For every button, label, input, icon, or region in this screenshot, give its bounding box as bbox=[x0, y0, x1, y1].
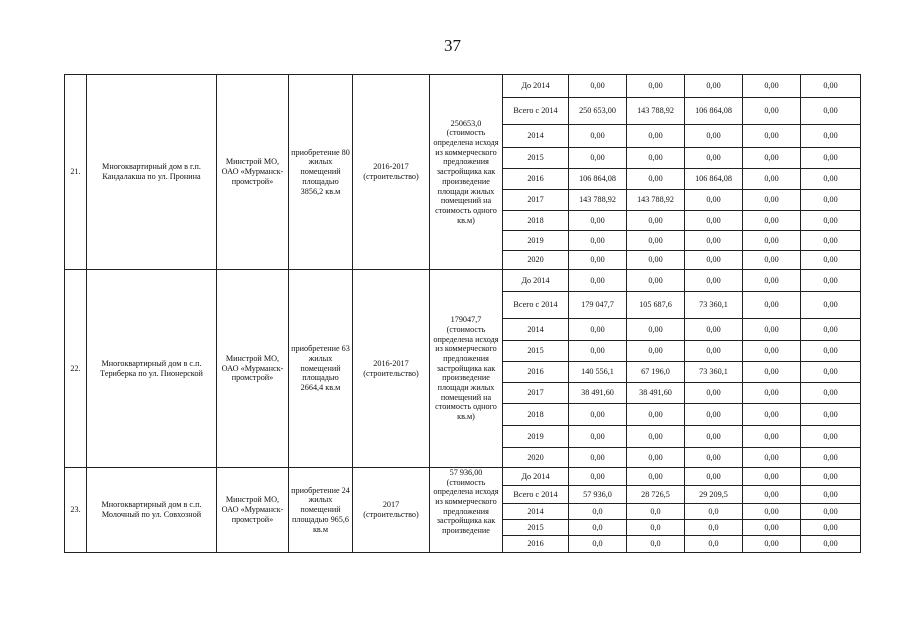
value-cell: 0,00 bbox=[801, 383, 861, 404]
value-cell: 0,00 bbox=[569, 75, 627, 98]
value-cell: 0,00 bbox=[627, 231, 685, 251]
period: 2016-2017 (строительство) bbox=[353, 270, 430, 468]
table-row bbox=[65, 75, 861, 98]
action: приобретение 63 жилых помещений площадью 2664,4 кв.м bbox=[289, 270, 353, 468]
value-cell: 0,00 bbox=[801, 75, 861, 98]
year-label: 2016 bbox=[503, 169, 569, 190]
value-cell: 0,0 bbox=[569, 520, 627, 536]
value-cell: 0,00 bbox=[569, 211, 627, 231]
value-cell: 0,00 bbox=[801, 486, 861, 504]
table-body bbox=[65, 75, 861, 553]
value-cell: 0,00 bbox=[743, 148, 801, 169]
value-cell: 0,00 bbox=[743, 341, 801, 362]
executor: Минстрой МО, ОАО «Мурманск-промстрой» bbox=[217, 75, 289, 270]
value-cell: 0,00 bbox=[743, 75, 801, 98]
value-cell: 0,00 bbox=[801, 341, 861, 362]
value-cell: 0,00 bbox=[627, 270, 685, 292]
value-cell: 0,00 bbox=[743, 362, 801, 383]
value-cell: 0,00 bbox=[801, 520, 861, 536]
cost-description: 179047,7 (стоимость определена исходя из коммерческого предложения застройщика как произведение площади жилых помещений на стоимость одного кв.м) bbox=[430, 270, 503, 468]
value-cell: 0,00 bbox=[801, 98, 861, 125]
year-label: 2017 bbox=[503, 383, 569, 404]
value-cell: 0,00 bbox=[685, 383, 743, 404]
value-cell: 0,00 bbox=[801, 211, 861, 231]
value-cell: 143 788,92 bbox=[627, 190, 685, 211]
page-number: 37 bbox=[444, 36, 461, 55]
value-cell: 0,00 bbox=[743, 486, 801, 504]
value-cell: 0,00 bbox=[743, 383, 801, 404]
period: 2016-2017 (строительство) bbox=[353, 75, 430, 270]
executor: Минстрой МО, ОАО «Мурманск-промстрой» bbox=[217, 468, 289, 553]
value-cell: 29 209,5 bbox=[685, 486, 743, 504]
value-cell: 0,00 bbox=[569, 125, 627, 148]
year-label: 2014 bbox=[503, 504, 569, 520]
value-cell: 0,00 bbox=[743, 251, 801, 270]
value-cell: 0,00 bbox=[801, 251, 861, 270]
year-label: 2015 bbox=[503, 520, 569, 536]
value-cell: 73 360,1 bbox=[685, 292, 743, 319]
value-cell: 0,00 bbox=[627, 468, 685, 486]
value-cell: 0,00 bbox=[685, 448, 743, 468]
value-cell: 38 491,60 bbox=[569, 383, 627, 404]
value-cell: 0,00 bbox=[743, 468, 801, 486]
cost-description: 57 936,00 (стоимость определена исходя из коммерческого предложения застройщика как произведение bbox=[430, 468, 503, 553]
value-cell: 0,00 bbox=[801, 319, 861, 341]
value-cell: 0,00 bbox=[627, 75, 685, 98]
value-cell: 0,00 bbox=[801, 125, 861, 148]
value-cell: 0,00 bbox=[743, 270, 801, 292]
value-cell: 0,00 bbox=[569, 319, 627, 341]
value-cell: 105 687,6 bbox=[627, 292, 685, 319]
program-table bbox=[64, 74, 861, 553]
executor: Минстрой МО, ОАО «Мурманск-промстрой» bbox=[217, 270, 289, 468]
value-cell: 0,00 bbox=[801, 231, 861, 251]
action: приобретение 24 жилых помещений площадью 965,6 кв.м bbox=[289, 468, 353, 553]
value-cell: 0,00 bbox=[801, 426, 861, 448]
year-label: 2018 bbox=[503, 211, 569, 231]
value-cell: 0,0 bbox=[627, 504, 685, 520]
value-cell: 0,00 bbox=[685, 125, 743, 148]
value-cell: 67 196,0 bbox=[627, 362, 685, 383]
value-cell: 0,00 bbox=[801, 292, 861, 319]
year-label: 2020 bbox=[503, 448, 569, 468]
value-cell: 0,00 bbox=[685, 270, 743, 292]
value-cell: 0,0 bbox=[685, 504, 743, 520]
value-cell: 0,00 bbox=[627, 148, 685, 169]
year-label: 2019 bbox=[503, 426, 569, 448]
year-label: 2014 bbox=[503, 125, 569, 148]
year-label: 2016 bbox=[503, 362, 569, 383]
value-cell: 140 556,1 bbox=[569, 362, 627, 383]
action: приобретение 80 жилых помещений площадью 3856,2 кв.м bbox=[289, 75, 353, 270]
value-cell: 0,00 bbox=[569, 231, 627, 251]
value-cell: 0,0 bbox=[685, 536, 743, 553]
value-cell: 0,00 bbox=[743, 520, 801, 536]
value-cell: 0,00 bbox=[569, 148, 627, 169]
group-number: 21. bbox=[65, 75, 87, 270]
value-cell: 0,00 bbox=[801, 169, 861, 190]
year-label: Всего с 2014 bbox=[503, 98, 569, 125]
value-cell: 0,00 bbox=[685, 404, 743, 426]
table-row bbox=[65, 468, 861, 486]
value-cell: 0,00 bbox=[627, 319, 685, 341]
value-cell: 0,00 bbox=[743, 319, 801, 341]
value-cell: 0,00 bbox=[627, 211, 685, 231]
value-cell: 28 726,5 bbox=[627, 486, 685, 504]
value-cell: 143 788,92 bbox=[627, 98, 685, 125]
value-cell: 57 936,0 bbox=[569, 486, 627, 504]
value-cell: 0,00 bbox=[801, 404, 861, 426]
value-cell: 0,00 bbox=[685, 468, 743, 486]
value-cell: 0,0 bbox=[569, 504, 627, 520]
value-cell: 0,00 bbox=[743, 404, 801, 426]
value-cell: 0,00 bbox=[569, 448, 627, 468]
value-cell: 0,00 bbox=[627, 448, 685, 468]
object-name: Многоквартирный дом в с.п. Молочный по ул. Совхозной bbox=[87, 468, 217, 553]
value-cell: 106 864,08 bbox=[685, 98, 743, 125]
value-cell: 38 491,60 bbox=[627, 383, 685, 404]
value-cell: 0,00 bbox=[743, 190, 801, 211]
cost-description: 250653,0 (стоимость определена исходя из коммерческого предложения застройщика как произведение площади жилых помещений на стоимость одного кв.м) bbox=[430, 75, 503, 270]
year-label: 2016 bbox=[503, 536, 569, 553]
period: 2017 (строительство) bbox=[353, 468, 430, 553]
year-label: До 2014 bbox=[503, 468, 569, 486]
year-label: Всего с 2014 bbox=[503, 486, 569, 504]
year-label: До 2014 bbox=[503, 75, 569, 98]
table-row bbox=[65, 270, 861, 292]
object-name: Многоквартирный дом в с.п. Териберка по ул. Пионерской bbox=[87, 270, 217, 468]
value-cell: 0,00 bbox=[685, 190, 743, 211]
value-cell: 0,00 bbox=[801, 468, 861, 486]
year-label: 2015 bbox=[503, 341, 569, 362]
value-cell: 0,00 bbox=[685, 319, 743, 341]
value-cell: 0,00 bbox=[569, 468, 627, 486]
value-cell: 0,00 bbox=[743, 426, 801, 448]
group-number: 23. bbox=[65, 468, 87, 553]
value-cell: 250 653,00 bbox=[569, 98, 627, 125]
value-cell: 0,00 bbox=[801, 504, 861, 520]
value-cell: 0,00 bbox=[743, 125, 801, 148]
value-cell: 0,00 bbox=[801, 536, 861, 553]
value-cell: 0,00 bbox=[685, 426, 743, 448]
value-cell: 0,00 bbox=[685, 211, 743, 231]
value-cell: 0,00 bbox=[743, 98, 801, 125]
year-label: Всего с 2014 bbox=[503, 292, 569, 319]
value-cell: 0,00 bbox=[743, 231, 801, 251]
value-cell: 0,00 bbox=[627, 341, 685, 362]
value-cell: 0,00 bbox=[801, 148, 861, 169]
value-cell: 0,00 bbox=[685, 341, 743, 362]
value-cell: 106 864,08 bbox=[569, 169, 627, 190]
year-label: 2020 bbox=[503, 251, 569, 270]
value-cell: 0,0 bbox=[627, 520, 685, 536]
value-cell: 0,00 bbox=[743, 211, 801, 231]
year-label: 2017 bbox=[503, 190, 569, 211]
year-label: До 2014 bbox=[503, 270, 569, 292]
value-cell: 0,00 bbox=[743, 169, 801, 190]
value-cell: 0,00 bbox=[801, 362, 861, 383]
value-cell: 0,0 bbox=[685, 520, 743, 536]
value-cell: 0,00 bbox=[627, 169, 685, 190]
year-label: 2019 bbox=[503, 231, 569, 251]
value-cell: 0,00 bbox=[569, 341, 627, 362]
value-cell: 143 788,92 bbox=[569, 190, 627, 211]
object-name: Многоквартирный дом в г.п. Кандалакша по ул. Пронина bbox=[87, 75, 217, 270]
group-number: 22. bbox=[65, 270, 87, 468]
value-cell: 0,0 bbox=[569, 536, 627, 553]
value-cell: 0,00 bbox=[685, 75, 743, 98]
value-cell: 0,00 bbox=[743, 504, 801, 520]
value-cell: 179 047,7 bbox=[569, 292, 627, 319]
year-label: 2014 bbox=[503, 319, 569, 341]
year-label: 2015 bbox=[503, 148, 569, 169]
value-cell: 0,00 bbox=[801, 448, 861, 468]
value-cell: 0,00 bbox=[627, 251, 685, 270]
value-cell: 0,00 bbox=[801, 190, 861, 211]
value-cell: 0,00 bbox=[569, 404, 627, 426]
value-cell: 0,00 bbox=[569, 426, 627, 448]
value-cell: 0,00 bbox=[627, 404, 685, 426]
value-cell: 0,0 bbox=[627, 536, 685, 553]
value-cell: 0,00 bbox=[569, 270, 627, 292]
value-cell: 0,00 bbox=[743, 292, 801, 319]
value-cell: 73 360,1 bbox=[685, 362, 743, 383]
value-cell: 0,00 bbox=[801, 270, 861, 292]
value-cell: 0,00 bbox=[685, 251, 743, 270]
value-cell: 0,00 bbox=[743, 536, 801, 553]
value-cell: 0,00 bbox=[743, 448, 801, 468]
value-cell: 0,00 bbox=[685, 148, 743, 169]
value-cell: 0,00 bbox=[627, 426, 685, 448]
year-label: 2018 bbox=[503, 404, 569, 426]
value-cell: 106 864,08 bbox=[685, 169, 743, 190]
value-cell: 0,00 bbox=[685, 231, 743, 251]
value-cell: 0,00 bbox=[569, 251, 627, 270]
value-cell: 0,00 bbox=[627, 125, 685, 148]
